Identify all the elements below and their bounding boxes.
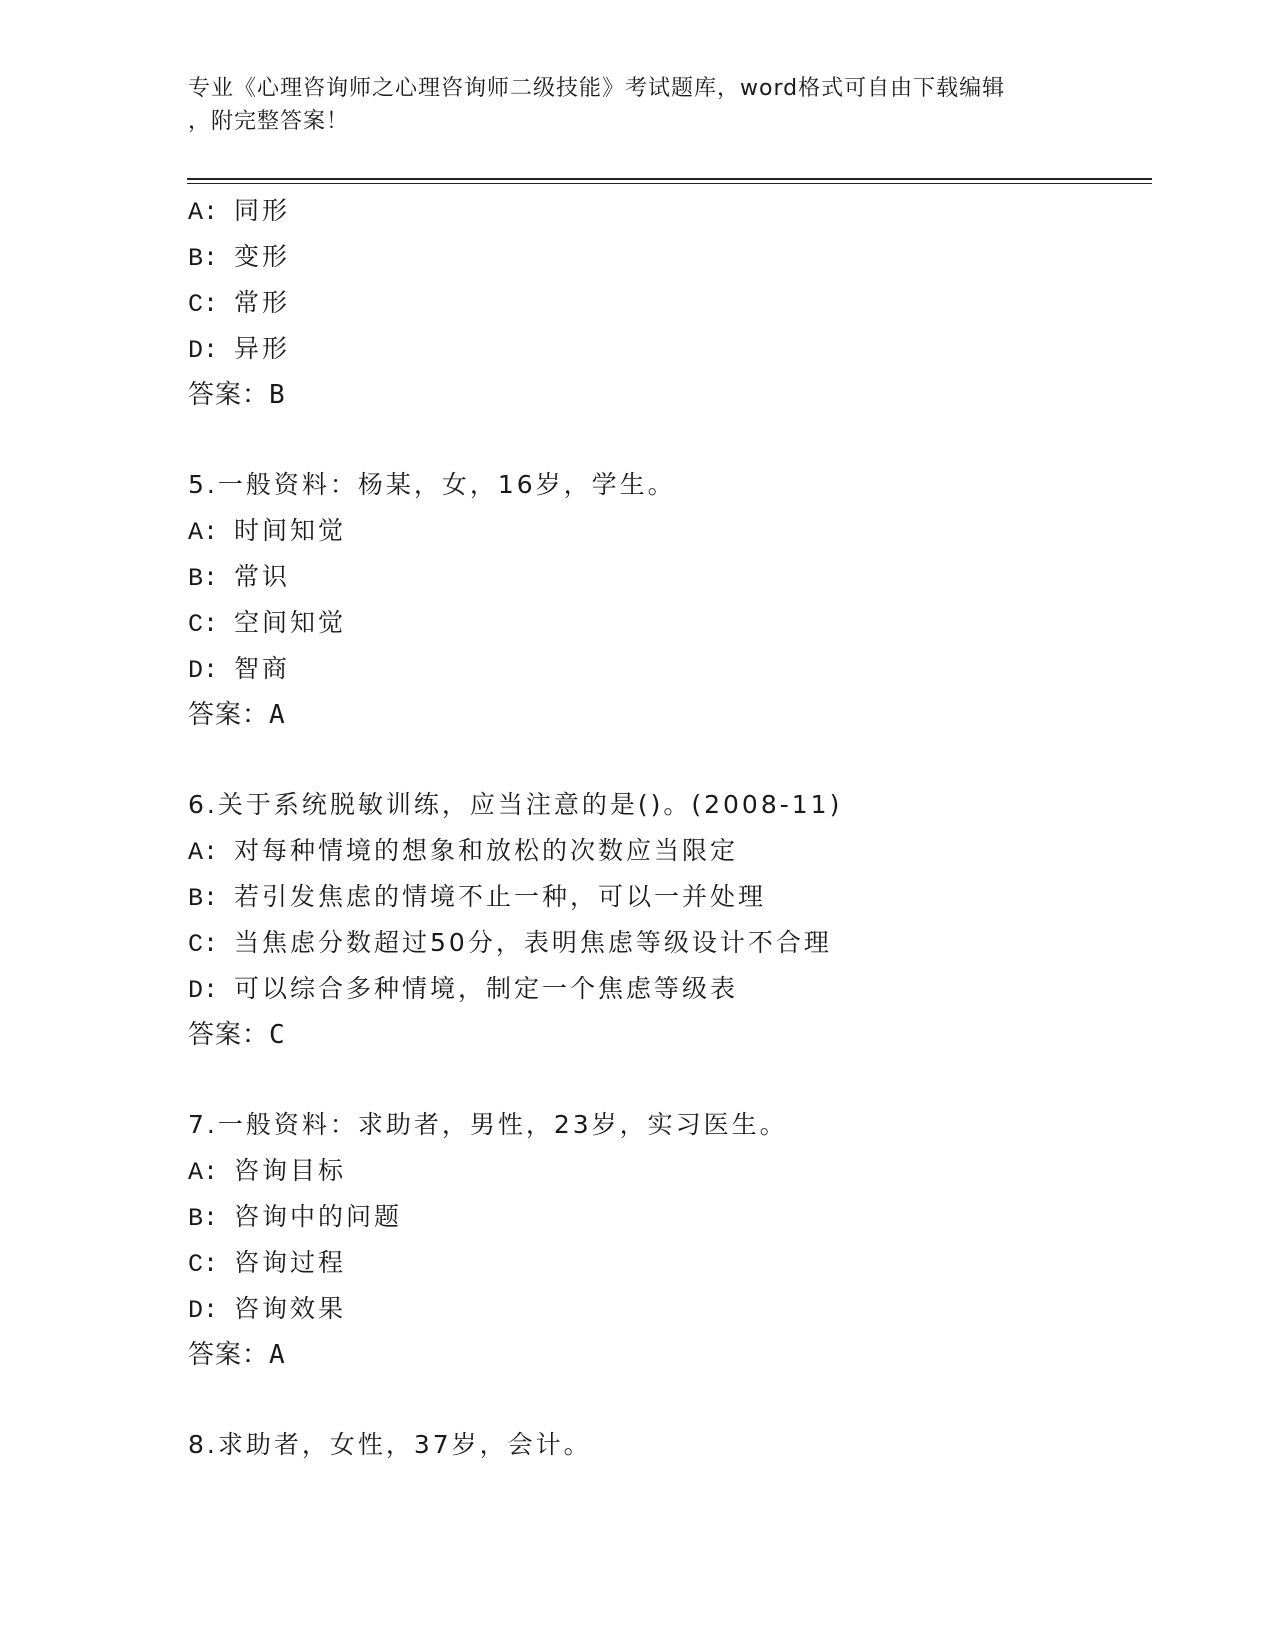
option-letter: A: bbox=[188, 1158, 219, 1187]
option-text: 若引发焦虑的情境不止一种，可以一并处理 bbox=[234, 882, 767, 911]
option-letter: B: bbox=[188, 244, 219, 273]
option-letter: C: bbox=[188, 290, 219, 319]
answer-line bbox=[188, 1012, 1148, 1058]
answer-label: 答案： bbox=[188, 700, 270, 730]
answer-label: 答案： bbox=[188, 1340, 270, 1370]
header-divider-thin bbox=[187, 183, 1152, 184]
option-text: 空间知觉 bbox=[234, 608, 347, 637]
option-letter: A: bbox=[188, 838, 219, 867]
option-b bbox=[188, 1194, 1148, 1240]
header-line-1: 专业《心理咨询师之心理咨询师二级技能》考试题库，word格式可自由下载编辑 bbox=[188, 76, 1006, 101]
option-c bbox=[188, 280, 1148, 326]
option-b bbox=[188, 554, 1148, 600]
option-b bbox=[188, 234, 1148, 280]
question-stem: 8.求助者，女性，37岁，会计。 bbox=[188, 1430, 592, 1459]
answer-label: 答案： bbox=[188, 1020, 270, 1050]
question-stem: 5.一般资料：杨某，女，16岁，学生。 bbox=[188, 470, 676, 499]
option-c bbox=[188, 600, 1148, 646]
option-letter: B: bbox=[188, 884, 219, 913]
option-letter: D: bbox=[188, 976, 219, 1005]
option-text: 咨询中的问题 bbox=[234, 1202, 403, 1231]
option-letter: C: bbox=[188, 1250, 219, 1279]
option-a bbox=[188, 828, 1148, 874]
answer-line bbox=[188, 692, 1148, 738]
option-a bbox=[188, 188, 1148, 234]
option-d bbox=[188, 646, 1148, 692]
question-block-8 bbox=[188, 1422, 1148, 1468]
option-text: 智商 bbox=[234, 654, 291, 683]
option-text: 常识 bbox=[234, 562, 291, 591]
option-b bbox=[188, 874, 1148, 920]
option-c bbox=[188, 1240, 1148, 1286]
option-d bbox=[188, 1286, 1148, 1332]
option-letter: C: bbox=[188, 610, 219, 639]
option-letter: B: bbox=[188, 564, 219, 593]
option-text: 咨询目标 bbox=[234, 1156, 347, 1185]
question-block-6 bbox=[188, 782, 1148, 1058]
option-a bbox=[188, 508, 1148, 554]
question-stem: 6.关于系统脱敏训练，应当注意的是()。(2008-11) bbox=[188, 790, 843, 819]
question-stem: 7.一般资料：求助者，男性，23岁，实习医生。 bbox=[188, 1110, 788, 1139]
option-c bbox=[188, 920, 1148, 966]
option-text: 可以综合多种情境，制定一个焦虑等级表 bbox=[234, 974, 739, 1003]
answer-value: C bbox=[269, 1020, 286, 1050]
document-body bbox=[188, 188, 1148, 1468]
option-text: 同形 bbox=[234, 196, 291, 225]
answer-value: A bbox=[269, 700, 286, 730]
answer-label: 答案： bbox=[188, 380, 270, 410]
option-d bbox=[188, 966, 1148, 1012]
option-text: 变形 bbox=[234, 242, 291, 271]
option-text: 对每种情境的想象和放松的次数应当限定 bbox=[234, 836, 739, 865]
option-letter: A: bbox=[188, 518, 219, 547]
header-line-2: ，附完整答案！ bbox=[188, 109, 350, 134]
option-d bbox=[188, 326, 1148, 372]
option-text: 时间知觉 bbox=[234, 516, 347, 545]
answer-line bbox=[188, 1332, 1148, 1378]
option-a bbox=[188, 1148, 1148, 1194]
option-letter: D: bbox=[188, 656, 219, 685]
header-divider-thick bbox=[187, 178, 1152, 180]
option-text: 咨询过程 bbox=[234, 1248, 347, 1277]
document-header bbox=[188, 72, 1068, 138]
option-letter: D: bbox=[188, 1296, 219, 1325]
question-block-5 bbox=[188, 462, 1148, 738]
answer-line bbox=[188, 372, 1148, 418]
option-letter: C: bbox=[188, 930, 219, 959]
answer-value: B bbox=[269, 380, 286, 410]
option-letter: B: bbox=[188, 1204, 219, 1233]
question-block-7 bbox=[188, 1102, 1148, 1378]
option-letter: A: bbox=[188, 198, 219, 227]
question-block-continued bbox=[188, 188, 1148, 418]
answer-value: A bbox=[269, 1340, 286, 1370]
option-text: 异形 bbox=[234, 334, 291, 363]
option-text: 当焦虑分数超过50分，表明焦虑等级设计不合理 bbox=[234, 928, 832, 957]
option-text: 常形 bbox=[234, 288, 291, 317]
option-text: 咨询效果 bbox=[234, 1294, 347, 1323]
option-letter: D: bbox=[188, 336, 219, 365]
